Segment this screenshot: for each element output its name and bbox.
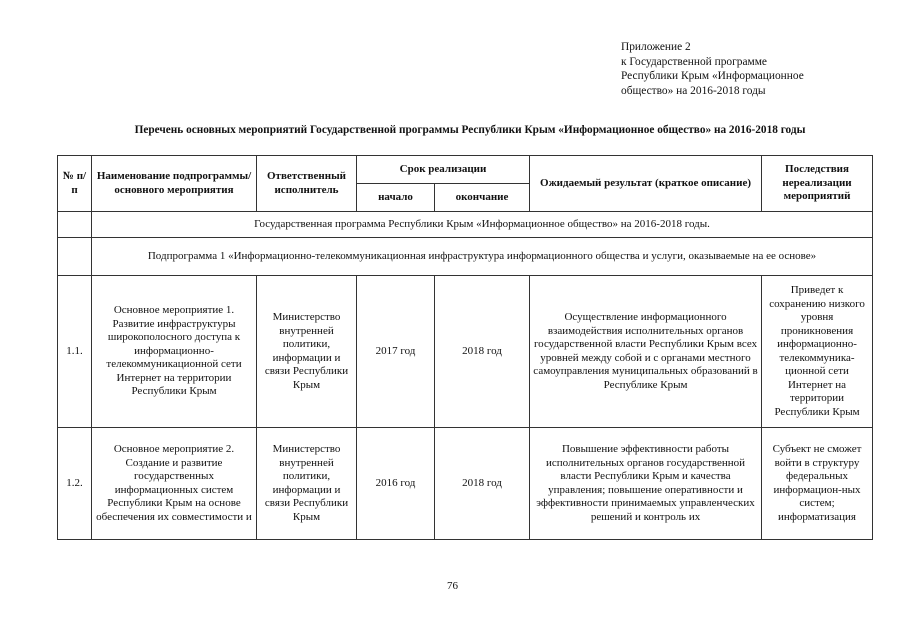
- table-row: [58, 276, 873, 428]
- header-executor: Ответственный исполнитель: [257, 156, 357, 212]
- page-number: 76: [447, 580, 458, 592]
- row-start: 2017 год: [357, 276, 435, 428]
- row-end: 2018 год: [435, 428, 530, 540]
- row-name: Основное мероприятие 2. Создание и развитие государственных информационных систем Республики Крым на основе обеспечения их совместимости и: [92, 428, 257, 540]
- activities-table: [57, 155, 873, 540]
- header-consequences: Последствия нереализации мероприятий: [762, 156, 873, 212]
- row-executor: Министерство внутренней политики, информации и связи Республики Крым: [257, 276, 357, 428]
- row-num: 1.2.: [58, 428, 92, 540]
- subprogram-row-num-cell: [58, 238, 92, 276]
- header-start: начало: [357, 184, 435, 212]
- row-end: 2018 год: [435, 276, 530, 428]
- appendix-line: Приложение 2: [621, 41, 691, 53]
- header-period: Срок реализации: [357, 156, 530, 184]
- header-end: окончание: [435, 184, 530, 212]
- row-result: Осуществление информационного взаимодействия исполнительных органов государственной власти Республики Крым всех уровней между собой и с органами местного самоуправления муниципальных образований в Республике Крым: [530, 276, 762, 428]
- document-title: Перечень основных мероприятий Государственной программы Республики Крым «Информационное общество» на 2016-2018 годы: [134, 124, 806, 136]
- appendix-note: [621, 40, 881, 98]
- row-start: 2016 год: [357, 428, 435, 540]
- header-result: Ожидаемый результат (краткое описание): [530, 156, 762, 212]
- program-row-num-cell: [58, 212, 92, 238]
- appendix-line: к Государственной программе: [621, 55, 767, 68]
- row-consequences: Приведет к сохранению низкого уровня проникновения информационно-телекоммуника-ционной сети Интернет на территории Республики Крым: [762, 276, 873, 428]
- program-row: Государственная программа Республики Крым «Информационное общество» на 2016-2018 годы.: [92, 212, 873, 238]
- table-row: [58, 428, 873, 540]
- appendix-line: Республики Крым «Информационное: [621, 70, 804, 82]
- row-num: 1.1.: [58, 276, 92, 428]
- row-result: Повышение эффективности работы исполнительных органов государственной власти Республики Крым и качества управления; повышение оперативности и эффективности принимаемых управленческих решений и контроль их: [530, 428, 762, 540]
- header-num: № п/п: [58, 156, 92, 212]
- subprogram-row: Подпрограмма 1 «Информационно-телекоммуникационная инфраструктура информационного общества и услуги, оказываемые на ее основе»: [92, 238, 873, 276]
- row-executor: Министерство внутренней политики, информации и связи Республики Крым: [257, 428, 357, 540]
- header-name: Наименование подпрограммы/основного мероприятия: [92, 156, 257, 212]
- row-name: Основное мероприятие 1. Развитие инфраструктуры широкополосного доступа к информационно-телекоммуникационной сети Интернет на территории Республики Крым: [92, 276, 257, 428]
- row-consequences: Субъект не сможет войти в структуру федеральных информацион-ных систем; информатизация: [762, 428, 873, 540]
- appendix-line: общество» на 2016-2018 годы: [621, 84, 766, 97]
